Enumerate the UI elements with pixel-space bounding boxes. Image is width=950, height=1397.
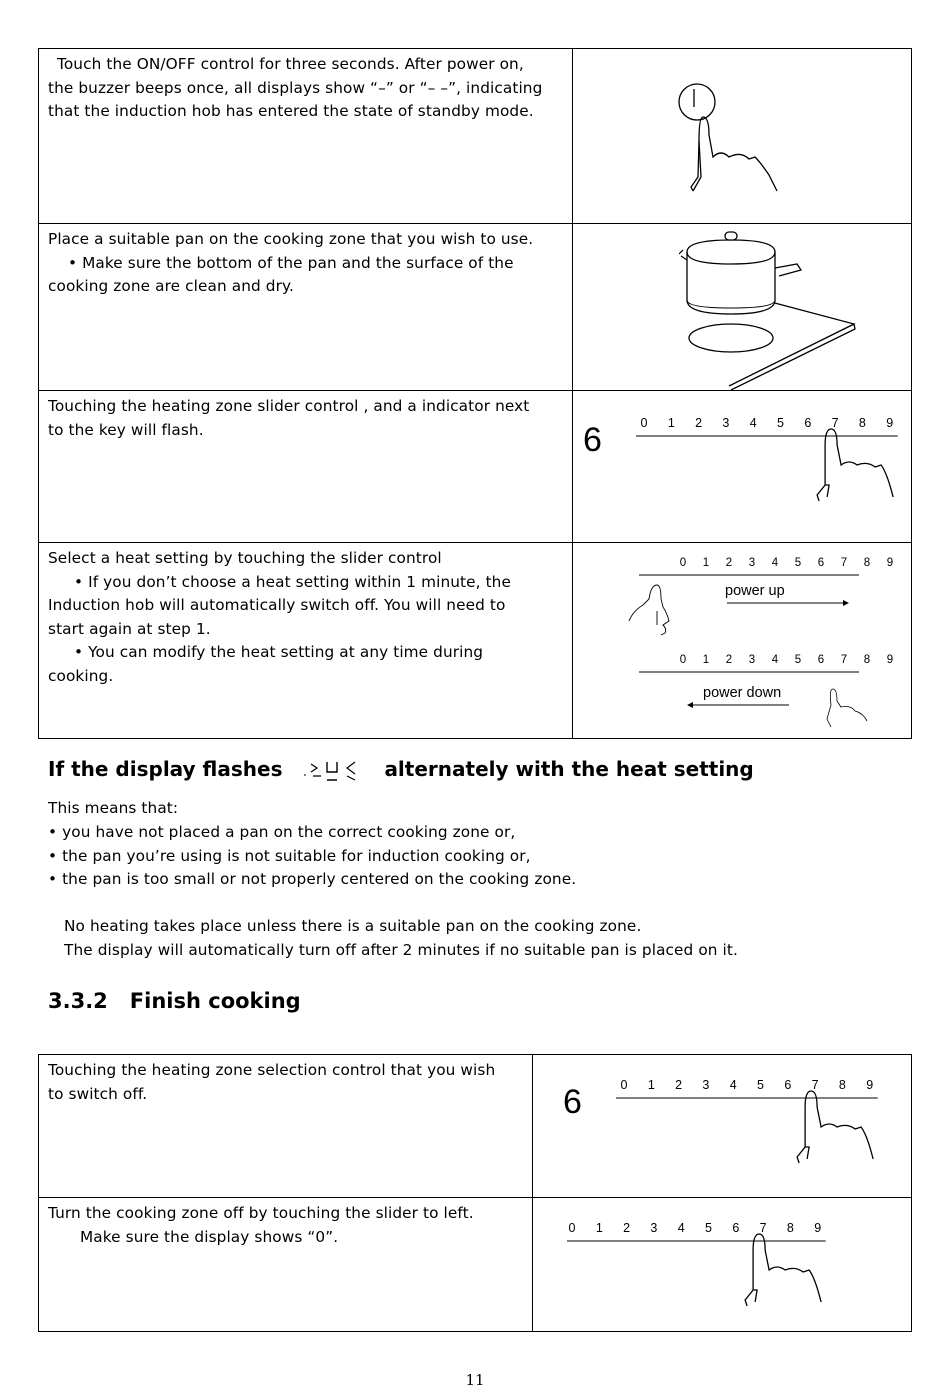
flash-notes: No heating takes place unless there is a suitable pan on the cooking zone. The display will automatically turn off after 2 minutes if no suitable pan is placed on it.: [64, 917, 738, 959]
scale-number: 0: [679, 654, 687, 666]
scale-number: 6: [732, 1221, 740, 1235]
scale-number: 1: [702, 654, 710, 666]
scale-number: 2: [695, 416, 703, 430]
list-item: • the pan is too small or not properly centered on the cooking zone.: [48, 870, 577, 889]
flash-heading: If the display flashes alternately with the heat setting: [48, 757, 754, 781]
scale-number: 5: [705, 1221, 712, 1235]
scale-number: 3: [748, 654, 756, 666]
slider-with-display-illustration: [559, 1077, 889, 1177]
hob-edge: [729, 302, 855, 390]
cooking-zone-circle: [689, 324, 773, 352]
scale-number: 2: [623, 1221, 631, 1235]
scale-number: 4: [771, 654, 779, 666]
slider-illustration: [567, 1220, 897, 1320]
scale-number: 1: [667, 416, 675, 430]
step-text: Touching the heating zone selection control that you wish to switch off.: [48, 1061, 496, 1103]
scale-number: 0: [679, 557, 687, 569]
scale-number: 7: [759, 1221, 767, 1235]
scale-number: 9: [886, 416, 894, 430]
step-text: Select a heat setting by touching the slider control • If you don’t choose a heat setting within 1 minute, the Induction hob will automatically switch off. You will need to start again at step 1. • You can modify the heat setting at any time during cooking.: [48, 549, 511, 685]
scale-number: 0: [640, 416, 648, 430]
scale-number: 7: [811, 1078, 819, 1092]
finish-row-select: [39, 1055, 911, 1197]
scale-number: 7: [831, 416, 839, 430]
power-down-label: power down: [703, 685, 782, 701]
section-number: 3.3.2: [48, 989, 108, 1013]
step-row-heat-setting: [39, 542, 911, 740]
scale-number: 1: [647, 1078, 655, 1092]
scale-number: 6: [817, 654, 825, 666]
scale-number: 1: [595, 1221, 603, 1235]
step-text: Turn the cooking zone off by touching the slider to left. Make sure the display shows “0”.: [48, 1204, 474, 1246]
scale-number: 1: [702, 557, 710, 569]
scale-number: 3: [702, 1078, 710, 1092]
scale-number: 4: [749, 416, 757, 430]
page-number: 11: [465, 1371, 485, 1389]
flash-explanation: This means that: • you have not placed a pan on the correct cooking zone or, • the pan you’re using is not suitable for induction cooking or, • the pan is too small or not properly centered on the cooking zone.: [48, 797, 576, 892]
arrow-left-icon: [687, 702, 693, 708]
scale-number: 4: [729, 1078, 737, 1092]
scale-number: 7: [840, 557, 848, 569]
scale-number: 2: [725, 557, 733, 569]
power-button-icon: [679, 84, 715, 120]
display-digit: 6: [583, 421, 602, 459]
scale-number: 8: [838, 1078, 846, 1092]
scale-number: 8: [858, 416, 866, 430]
pot-icon: [687, 240, 775, 314]
display-digit: 6: [563, 1083, 582, 1121]
scale-number: 6: [804, 416, 812, 430]
scale-number: 3: [650, 1221, 658, 1235]
scale-number: 3: [748, 557, 756, 569]
scale-number: 2: [725, 654, 733, 666]
scale-number: 5: [777, 416, 784, 430]
step-row-place-pan: [39, 223, 911, 390]
list-item: • you have not placed a pan on the correct cooking zone or,: [48, 822, 516, 841]
scale-number: 5: [757, 1078, 764, 1092]
step-row-slider: [39, 390, 911, 542]
scale-number: 4: [677, 1221, 685, 1235]
list-item: • the pan you’re using is not suitable for induction cooking or,: [48, 846, 531, 865]
step-text: Place a suitable pan on the cooking zone that you wish to use. • Make sure the bottom of the pan and the surface of the cooking zone are clean and dry.: [48, 230, 534, 295]
scale-number: 6: [784, 1078, 792, 1092]
scale-power-down: [680, 654, 893, 666]
scale-number: 9: [866, 1078, 874, 1092]
pan-on-hob-illustration: [679, 230, 909, 390]
scale-number: 0: [620, 1078, 628, 1092]
power-up-down-illustration: [619, 555, 919, 735]
scale-number: 0: [568, 1221, 576, 1235]
section-title: Finish cooking: [129, 989, 301, 1013]
finger-touch-power-illustration: [669, 77, 829, 227]
pan-symbol-display-icon: [293, 756, 373, 782]
step-row-power-on: [39, 49, 911, 223]
steps-table: [38, 48, 912, 739]
pointing-hand-icon: [797, 1091, 873, 1163]
scale-number: 5: [794, 557, 802, 569]
scale-number: 2: [675, 1078, 683, 1092]
finish-row-off: [39, 1197, 911, 1333]
pointing-hand-icon: [691, 117, 777, 191]
step-text: Touching the heating zone slider control , and a indicator next to the key will flash.: [48, 397, 530, 439]
step-text: Touch the ON/OFF control for three seconds. After power on, the buzzer beeps once, all displays show “–” or “– –”, indicating that the induction hob has entered the state of standby mode.: [48, 55, 543, 120]
scale-number: 3: [722, 416, 730, 430]
scale-number: 5: [794, 654, 802, 666]
scale-number: 7: [840, 654, 848, 666]
pointing-hand-icon: [827, 689, 867, 727]
finish-table: [38, 1054, 912, 1332]
pointing-hand-icon: [817, 429, 893, 501]
scale-number: 9: [886, 654, 894, 666]
scale-power-up: [680, 557, 893, 569]
power-up-label: power up: [725, 583, 785, 599]
slider-with-display-illustration: [579, 415, 909, 515]
scale-number: 8: [863, 557, 871, 569]
pointing-hand-icon: [745, 1234, 821, 1306]
scale-number: 4: [771, 557, 779, 569]
scale-number: 8: [863, 654, 871, 666]
scale-number: 6: [817, 557, 825, 569]
arrow-right-icon: [843, 600, 849, 606]
pot-handle: [775, 264, 801, 276]
scale-number: 9: [886, 557, 894, 569]
pointing-hand-icon: [629, 585, 669, 635]
scale-number: 8: [786, 1221, 794, 1235]
scale-number: 9: [814, 1221, 822, 1235]
section-heading-finish: [48, 989, 301, 1013]
